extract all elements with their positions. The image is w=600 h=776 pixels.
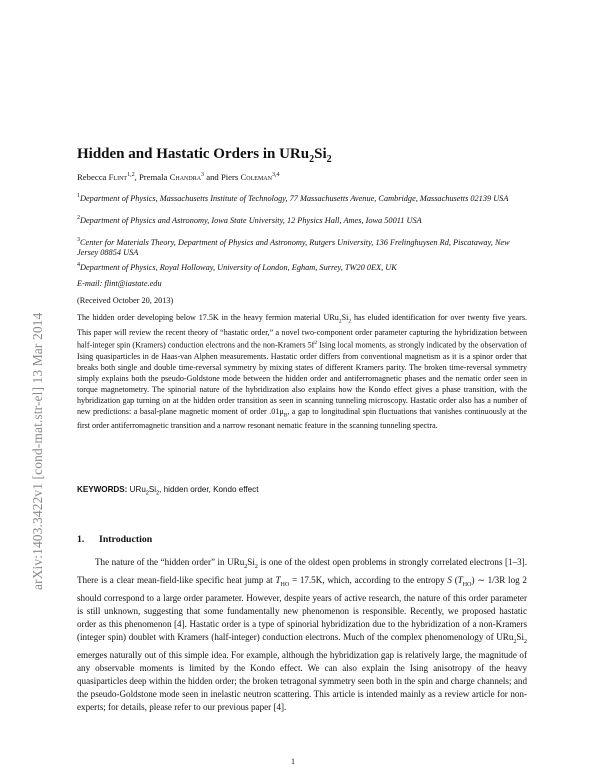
- arxiv-sidebar-stamp: arXiv:1403.3422v1 [cond-mat.str-el] 13 Mar 2014: [30, 312, 45, 590]
- contact-email[interactable]: E-mail: flint@iastate.edu: [77, 279, 162, 288]
- paper-title: Hidden and Hastatic Orders in $URu_2Si_2$: [77, 146, 332, 165]
- section-title: Introduction: [99, 534, 153, 545]
- author: Piers Coleman$^{3,4}$: [220, 172, 280, 182]
- abstract: The hidden order developing below 17.5K in the heavy fermion material $URu_2Si_2$ has eluded identification for over twenty five years. This paper will review the recent theory of “hastatic order,” a novel two-component order parameter capturing the hybridization between half-integer spin (Kramers) conduction electrons and the non-Kramers $5f^2$ Ising local moments, as strongly indicated by the observation of Ising quasiparticles in de Haas-van Alphen measurements. Hastatic order differs from conventional magnetism as it is a spinor order that breaks both single and double time-reversal symmetry by mixing states of different Kramers parity. The broken time-reversal symmetry simply explains both the pseudo-Goldstone mode between the hidden order and antiferromagnetic phases and the nematic order seen in torque magnetometry. The spinorial nature of the hybridization also explains how the Kondo effect gives a phase transition, with the hybridization gap turning on at the hidden order transition as seen in scanning tunneling microscopy. Hastatic order also has a number of new predictions: a basal-plane magnetic moment of order $.01\mu_B$, a gap to longitudinal spin fluctuations that vanishes continuously at the first order antiferromagnetic transition and a narrow resonant nematic feature in the scanning tunneling spectra.: [77, 313, 528, 431]
- affiliation: $^1$Department of Physics, Massachusetts Institute of Technology, 77 Massachusetts Avenue, Cambridge, Massachusetts 02139 USA: [77, 193, 509, 203]
- page-number: 1: [291, 757, 295, 766]
- affiliation: $^2$Department of Physics and Astronomy, Iowa State University, 12 Physics Hall, Ames, Iowa 50011 USA: [77, 215, 422, 225]
- received-date: (Received October 20, 2013): [77, 296, 174, 305]
- keywords-label: KEYWORDS:: [77, 485, 128, 494]
- author: Rebecca Flint$^{1,2}$: [77, 172, 135, 182]
- section-number: 1.: [77, 534, 85, 545]
- affiliation: $^3$Center for Materials Theory, Department of Physics and Astronomy, Rutgers University, 136 Frelinghuysen Rd, Piscataway, New Jersey 08854 USA: [77, 237, 510, 258]
- keywords: KEYWORDS: $URu_2Si_2$, hidden order, Kondo effect: [77, 485, 259, 497]
- author-list: Rebecca Flint$^{1,2}$, Premala Chandra$^3$ and Piers Coleman$^{3,4}$: [77, 172, 280, 182]
- affiliation: $^4$Department of Physics, Royal Holloway, University of London, Egham, Surrey, TW20 0EX, UK: [77, 262, 397, 272]
- introduction-paragraph: The nature of the “hidden order” in $URu_2Si_2$ is one of the oldest open problems in strongly correlated electrons [1–3]. There is a clear mean-field-like specific heat jump at $T_{HO} = 17.5K$, which, according to the entropy S $(T_{HO})$ ∼ 1/3R log 2 should correspond to a large order parameter. However, despite years of active research, the nature of this order parameter is still unknown, suggesting that some fundamentally new phenomenon is responsible. Recently, we proposed hastatic order as this phenomenon [4]. Hastatic order is a type of spinorial hybridization due to the hybridization of a non-Kramers (integer spin) doublet with Kramers (half-integer) conduction electrons. Much of the complex phenomenology of $URu_2Si_2$ emerges naturally out of this simple idea. For example, although the hybridization gap is relatively large, the magnitude of any observable moments is limited by the Kondo effect. We can also explain the Ising anisotropy of the heavy quasiparticles deep within the hidden order; the broken tetragonal symmetry seen both in the spin and charge channels; and the pseudo-Goldstone mode seen in inelastic neutron scattering. This article is intended mainly as a review article for non-experts; for details, please refer to our previous paper [4].: [77, 557, 527, 713]
- section-heading-introduction: [77, 534, 152, 545]
- author: Premala Chandra$^3$: [138, 172, 205, 182]
